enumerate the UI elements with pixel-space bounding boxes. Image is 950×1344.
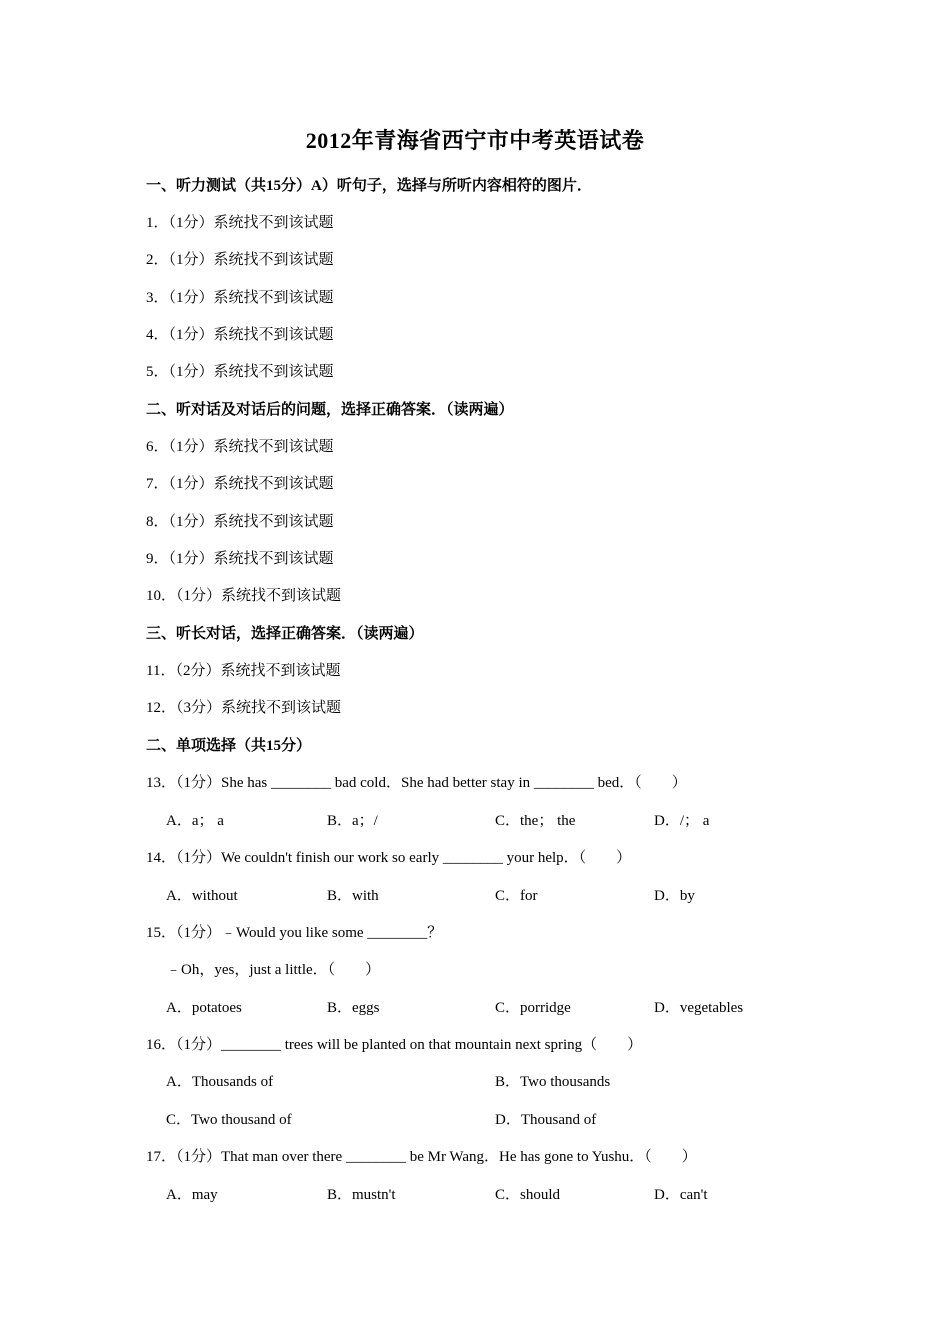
- question-1: 1．（1分）系统找不到该试题: [146, 215, 334, 231]
- question-17: 17．（1分）That man over there ________ be Mr Wang．He has gone to Yushu．（ ）: [146, 1149, 697, 1165]
- q13-option-a[interactable]: A．a； a: [166, 813, 224, 829]
- question-16: 16．（1分）________ trees will be planted on that mountain next spring（ ）: [146, 1037, 643, 1053]
- q15-option-c[interactable]: C．porridge: [495, 1000, 571, 1016]
- q16-option-d[interactable]: D．Thousand of: [495, 1112, 597, 1128]
- question-12: 12．（3分）系统找不到该试题: [146, 700, 342, 716]
- question-15: 15．（1分）﹣Would you like some ________？: [146, 925, 443, 941]
- question-7: 7．（1分）系统找不到该试题: [146, 476, 334, 492]
- section-heading-long-dialogues: 三、听长对话，选择正确答案．（读两遍）: [146, 626, 424, 642]
- q13-option-b[interactable]: B．a；/: [327, 813, 378, 829]
- question-5: 5．（1分）系统找不到该试题: [146, 364, 334, 380]
- q16-option-a[interactable]: A．Thousands of: [166, 1074, 274, 1090]
- q15-option-b[interactable]: B．eggs: [327, 1000, 380, 1016]
- q14-option-c[interactable]: C．for: [495, 888, 538, 904]
- q15-option-d[interactable]: D．vegetables: [654, 1000, 744, 1016]
- q17-option-b[interactable]: B．mustn't: [327, 1187, 396, 1203]
- question-4: 4．（1分）系统找不到该试题: [146, 327, 334, 343]
- question-13: 13．（1分）She has ________ bad cold．She had better stay in ________ bed．（ ）: [146, 775, 687, 791]
- q15-option-a[interactable]: A．potatoes: [166, 1000, 242, 1016]
- q16-option-c[interactable]: C．Two thousand of: [166, 1112, 292, 1128]
- question-3: 3．（1分）系统找不到该试题: [146, 290, 334, 306]
- question-6: 6．（1分）系统找不到该试题: [146, 439, 334, 455]
- question-15-reply: ﹣Oh，yes，just a little．（ ）: [166, 962, 381, 978]
- q14-option-a[interactable]: A．without: [166, 888, 238, 904]
- q14-option-d[interactable]: D．by: [654, 888, 695, 904]
- section-heading-listening-pictures: 一、听力测试（共15分）A）听句子，选择与所听内容相符的图片．: [146, 178, 592, 194]
- question-9: 9．（1分）系统找不到该试题: [146, 551, 334, 567]
- question-10: 10．（1分）系统找不到该试题: [146, 588, 342, 604]
- q16-option-b[interactable]: B．Two thousands: [495, 1074, 611, 1090]
- question-2: 2．（1分）系统找不到该试题: [146, 252, 334, 268]
- page-title: 2012年青海省西宁市中考英语试卷: [305, 128, 645, 153]
- q13-option-d[interactable]: D．/； a: [654, 813, 710, 829]
- q17-option-c[interactable]: C．should: [495, 1187, 561, 1203]
- q13-option-c[interactable]: C．the； the: [495, 813, 576, 829]
- q17-option-d[interactable]: D．can't: [654, 1187, 708, 1203]
- q17-option-a[interactable]: A．may: [166, 1187, 218, 1203]
- section-heading-single-choice: 二、单项选择（共15分）: [146, 738, 312, 754]
- question-8: 8．（1分）系统找不到该试题: [146, 514, 334, 530]
- question-14: 14．（1分）We couldn't finish our work so early ________ your help．（ ）: [146, 850, 632, 866]
- question-11: 11．（2分）系统找不到该试题: [146, 663, 341, 679]
- q14-option-b[interactable]: B．with: [327, 888, 379, 904]
- section-heading-listening-dialogues: 二、听对话及对话后的问题，选择正确答案．（读两遍）: [146, 402, 514, 418]
